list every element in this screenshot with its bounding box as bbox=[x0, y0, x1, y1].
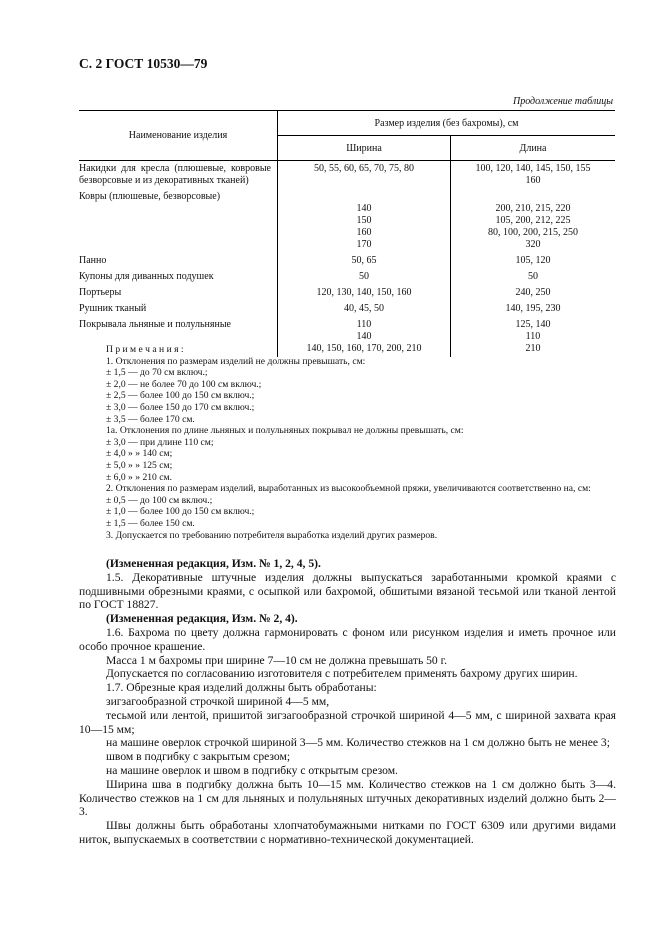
row-length-value: 100, 120, 140, 145, 150, 155 bbox=[475, 163, 591, 174]
col-width-header: Ширина bbox=[278, 136, 451, 161]
body-paragraph: 1.7. Обрезные края изделий должны быть обработаны: bbox=[106, 681, 377, 695]
note-line: ± 2,5 — более 100 до 150 см включ.; bbox=[106, 390, 255, 402]
col-length-header: Длина bbox=[519, 142, 547, 154]
row-length-value: 80, 100, 200, 215, 250 bbox=[488, 227, 578, 238]
body-text bbox=[79, 557, 616, 847]
table-row bbox=[79, 253, 615, 269]
row-length-value bbox=[451, 191, 615, 203]
note-line: 1а. Отклонения по длине льняных и полульняных покрывал не должны превышать, см: bbox=[106, 425, 464, 437]
table-notes bbox=[106, 344, 616, 541]
row-length-value: 200, 210, 215, 220 bbox=[495, 203, 571, 214]
note-line: ± 1,5 — до 70 см включ.; bbox=[106, 367, 208, 379]
table-row bbox=[79, 161, 615, 190]
row-width-value: 50, 65 bbox=[351, 255, 377, 266]
row-width-value: 40, 45, 50 bbox=[344, 303, 384, 314]
note-line: ± 3,0 — более 150 до 170 см включ.; bbox=[106, 401, 255, 413]
row-width bbox=[278, 189, 451, 253]
body-paragraph: на машине оверлок и швом в подгибку с открытым срезом. bbox=[106, 763, 398, 777]
row-length-value: 105, 200, 212, 225 bbox=[495, 215, 571, 226]
note-line: ± 3,5 — более 170 см. bbox=[106, 413, 195, 425]
body-paragraph: 1.5. Декоративные штучные изделия должны выпускаться заработанными кромкой краями с подшивными обрезными краями, с осыпкой или бахромой, обшитыми вязаной тесьмой или тканой лентой по ГОСТ 18827. bbox=[79, 570, 616, 612]
row-length-value: 50 bbox=[528, 271, 538, 282]
body-paragraph: Масса 1 м бахромы при ширине 7—10 см не должна превышать 50 г. bbox=[106, 653, 447, 667]
amendment-note: (Измененная редакция, Изм. № 1, 2, 4, 5). bbox=[106, 557, 321, 570]
row-length-value: 160 bbox=[525, 175, 541, 186]
row-length-value: 125, 140 bbox=[515, 319, 551, 330]
body-paragraph: Допускается по согласованию изготовителя с потребителем применять бахрому других ширин. bbox=[106, 667, 578, 681]
note-line: 2. Отклонения по размерам изделий, выработанных из высокообъемной пряжи, увеличиваются соответственно на, см: bbox=[106, 483, 591, 495]
row-length-value: 140, 195, 230 bbox=[505, 303, 561, 314]
row-length-value: 110 bbox=[525, 331, 541, 342]
body-paragraph: тесьмой или лентой, пришитой зигзагообразной строчкой шириной 4—5 мм, с шириной захвата края 10—15 мм; bbox=[79, 708, 616, 736]
note-line: ± 1,5 — более 150 см. bbox=[106, 517, 195, 529]
note-line: ± 2,0 — не более 70 до 100 см включ.; bbox=[106, 378, 262, 390]
amendment-note: (Измененная редакция, Изм. № 2, 4). bbox=[106, 612, 298, 626]
row-length-value: 320 bbox=[525, 239, 541, 250]
row-length bbox=[451, 269, 616, 285]
row-length bbox=[451, 301, 616, 317]
row-name: Купоны для диванных подушек bbox=[79, 269, 278, 285]
col-size-header: Размер изделия (без бахромы), см bbox=[278, 111, 616, 136]
size-table bbox=[79, 110, 615, 357]
notes-title: П р и м е ч а н и я : bbox=[106, 344, 184, 355]
row-width-value: 110 bbox=[356, 319, 372, 330]
row-width-value bbox=[278, 191, 450, 203]
row-width-value: 160 bbox=[356, 227, 372, 238]
note-line: ± 0,5 — до 100 см включ.; bbox=[106, 494, 213, 506]
row-width-value: 150 bbox=[356, 215, 372, 226]
row-width bbox=[278, 285, 451, 301]
note-line: ± 4,0 » » 140 см; bbox=[106, 448, 173, 460]
body-paragraph: на машине оверлок строчкой шириной 3—5 мм. Количество стежков на 1 см должно быть не менее 3; bbox=[106, 736, 610, 750]
row-width bbox=[278, 161, 451, 190]
row-width-value: 140 bbox=[356, 203, 372, 214]
body-paragraph: зигзагообразной строчкой шириной 4—5 мм, bbox=[106, 694, 330, 708]
page-header: С. 2 ГОСТ 10530—79 bbox=[79, 56, 208, 71]
row-name: Портьеры bbox=[79, 285, 278, 301]
row-name: Накидки для кресла (плюшевые, ковровые безворсовые и из декоративных тканей) bbox=[79, 161, 278, 190]
table-row bbox=[79, 301, 615, 317]
table-continuation-label: Продолжение таблицы bbox=[512, 96, 613, 107]
row-width bbox=[278, 269, 451, 285]
body-paragraph: 1.6. Бахрома по цвету должна гармонировать с фоном или рисунком изделия и иметь прочное или особо прочное крашение. bbox=[79, 625, 616, 653]
row-name: Ковры (плюшевые, безворсовые) bbox=[79, 189, 278, 253]
row-width-value: 120, 130, 140, 150, 160 bbox=[316, 287, 412, 298]
body-paragraph: Ширина шва в подгибку должна быть 10—15 мм. Количество стежков на 1 см должно быть 3—4. Количество стежков на 1 см для льняных и полульняных штучных декоративных изделий должно быть 2—3. bbox=[79, 777, 616, 819]
row-width bbox=[278, 253, 451, 269]
row-length bbox=[451, 189, 616, 253]
row-width-value: 50 bbox=[359, 271, 369, 282]
row-length bbox=[451, 253, 616, 269]
row-length-value: 105, 120 bbox=[515, 255, 551, 266]
row-length-value: 240, 250 bbox=[515, 287, 551, 298]
row-width-value: 170 bbox=[356, 239, 372, 250]
row-name: Рушник тканый bbox=[79, 301, 278, 317]
note-line: ± 3,0 — при длине 110 см; bbox=[106, 436, 214, 448]
row-length-value: 210 bbox=[525, 343, 541, 354]
row-length bbox=[451, 285, 616, 301]
body-paragraph: швом в подгибку с закрытым срезом; bbox=[106, 750, 291, 764]
note-line: ± 6,0 » » 210 см. bbox=[106, 471, 172, 483]
note-line: 3. Допускается по требованию потребителя выработка изделий других размеров. bbox=[106, 529, 438, 541]
row-length bbox=[451, 161, 616, 190]
table-row bbox=[79, 285, 615, 301]
table-row bbox=[79, 189, 615, 253]
table-row bbox=[79, 269, 615, 285]
row-name: Покрывала льняные и полульняные bbox=[79, 317, 278, 357]
row-width-value: 50, 55, 60, 65, 70, 75, 80 bbox=[314, 163, 414, 174]
row-name: Панно bbox=[79, 253, 278, 269]
body-paragraph: Швы должны быть обработаны хлопчатобумажными нитками по ГОСТ 6309 или другими видами ниток, выпускаемых в соответствии с нормативно-технической документацией. bbox=[79, 819, 616, 846]
col-name-header: Наименование изделия bbox=[79, 111, 278, 161]
row-width-value: 140, 150, 160, 170, 200, 210 bbox=[306, 343, 422, 354]
note-line: ± 1,0 — более 100 до 150 см включ.; bbox=[106, 506, 255, 518]
row-width bbox=[278, 301, 451, 317]
note-line: ± 5,0 » » 125 см; bbox=[106, 459, 173, 471]
row-width-value: 140 bbox=[356, 331, 372, 342]
note-line: 1. Отклонения по размерам изделий не должны превышать, см: bbox=[106, 355, 366, 367]
